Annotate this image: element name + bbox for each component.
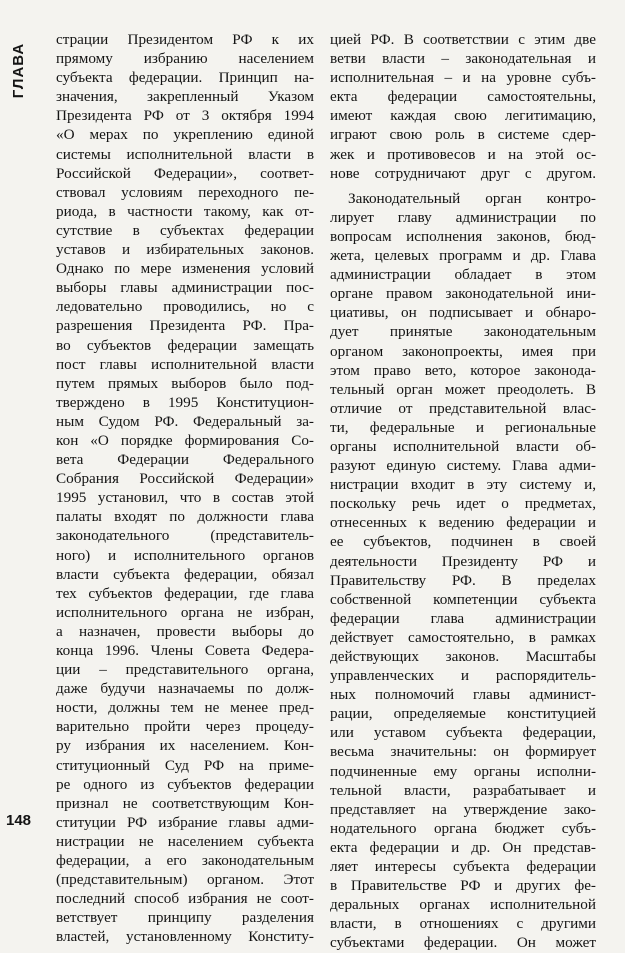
text-line: исполнительная – и на уровне субъ- xyxy=(330,69,596,87)
text-line: лирует главу администрации по xyxy=(330,208,596,226)
text-line: власти, в отношениях с другими xyxy=(330,915,596,933)
text-line: во субъектов федерации замещать xyxy=(56,336,314,354)
text-line: цией РФ. В соответствии с этим две xyxy=(330,31,596,48)
text-line: отличие от представительной влас- xyxy=(330,399,596,417)
text-line: даже будучи назначаемы по долж- xyxy=(56,680,314,698)
text-line: жек и противовесов и на этой ос- xyxy=(330,145,596,163)
text-line: тельный орган может преодолеть. В xyxy=(330,380,596,398)
text-line: весьма значительны: он формирует xyxy=(330,743,596,761)
text-line: действует самостоятельно, в рамках xyxy=(330,628,596,646)
text-line: нове сотрудничают друг с другом. xyxy=(330,164,596,182)
left-text-column xyxy=(56,30,314,947)
text-line: субъектами федерации. Он может xyxy=(330,934,596,952)
text-line: дует принятые законодательным xyxy=(330,323,596,341)
text-line: последний способ избрания не соот- xyxy=(56,890,314,908)
text-line: имеют каждая свою легитимацию, xyxy=(330,107,596,125)
text-line: Собрания Российской Федерации» xyxy=(56,470,314,488)
text-line: ституционный Суд РФ на приме- xyxy=(56,756,314,774)
text-line: страции Президентом РФ к их xyxy=(56,31,314,48)
text-line: а назначен, провести выборы до xyxy=(56,622,314,640)
text-line: уставов и избирательных законов. xyxy=(56,241,314,259)
text-line: тельной власти, разрабатывает и xyxy=(330,781,596,799)
text-line: вопросам исполнения законов, бюд- xyxy=(330,227,596,245)
chapter-label-text: ГЛАВА xyxy=(10,42,28,98)
text-line: органом законопроекты, имея при xyxy=(330,342,596,360)
paragraph-1 xyxy=(330,30,596,183)
text-line: этом право вето, которое законода- xyxy=(330,361,596,379)
text-line: органы исполнительной власти об- xyxy=(330,437,596,455)
text-line: Однако по мере изменения условий xyxy=(56,260,314,278)
text-line: ти, федеральные и региональные xyxy=(330,418,596,436)
text-line: риода, в частности такому, как от- xyxy=(56,202,314,220)
text-line: 1995 установил, что в состав этой xyxy=(56,489,314,507)
text-line: действующих законов. Масштабы xyxy=(330,648,596,665)
text-line: отнесенных к ведению федерации и xyxy=(330,514,596,532)
text-line: Российской Федерации», соответ- xyxy=(56,164,314,182)
text-line: управленческих и распорядитель- xyxy=(330,667,596,685)
text-line: ных полномочий главы админист- xyxy=(330,686,596,704)
text-line: ветствует принципу разделения xyxy=(56,909,314,927)
text-line: конца 1996. Члены Совета Федера- xyxy=(56,642,314,659)
text-line: екта федерации самостоятельны, xyxy=(330,88,596,106)
text-line: тверждено в 1995 Конституцион- xyxy=(56,393,314,411)
text-line: значения, закрепленный Указом xyxy=(56,88,314,106)
text-line: ствовал условиям переходного пе- xyxy=(56,183,314,201)
text-line: собственной компетенции субъекта xyxy=(330,590,596,608)
text-line: властей, установленному Конститу- xyxy=(56,928,314,946)
text-line: рации, определяемые конституцией xyxy=(330,705,596,723)
chapter-side-label xyxy=(5,30,33,110)
text-line: ре одного из субъектов федерации xyxy=(56,775,314,793)
text-line: ляет интересы субъекта федерации xyxy=(330,858,596,876)
text-line: ции – представительного органа, xyxy=(56,661,314,679)
text-line: власти субъекта федерации, обязал xyxy=(56,565,314,583)
text-line: поскольку речь идет о предметах, xyxy=(330,495,596,513)
text-line: «О мерах по укреплению единой xyxy=(56,126,314,144)
text-line: Президента РФ от 3 октября 1994 xyxy=(56,107,314,125)
text-line: циативы, он подписывает и обнаро- xyxy=(330,304,596,322)
text-line: ледовательно проводились, но с xyxy=(56,298,314,316)
text-line: администрации обладает в этом xyxy=(330,266,596,284)
text-line: вета Федерации Федерального xyxy=(56,451,314,469)
text-line: сутствие в субъектах федерации xyxy=(56,221,314,239)
text-line: органе правом законодательной ини- xyxy=(330,285,596,303)
text-line: деятельности Президенту РФ и xyxy=(330,552,596,570)
text-line: деральных органах исполнительной xyxy=(330,896,596,914)
text-line: палаты входят по должности глава xyxy=(56,508,314,526)
text-line: играют свою роль в системе сдер- xyxy=(330,126,596,144)
text-line: признал не соответствующим Кон- xyxy=(56,794,314,812)
text-line: путем прямых выборов было под- xyxy=(56,374,314,392)
text-line: ру избрания их населением. Кон- xyxy=(56,737,314,755)
text-line: варительно пройти через процеду- xyxy=(56,718,314,736)
text-line: жета, целевых программ и др. Глава xyxy=(330,247,596,265)
text-line: федерации глава администрации xyxy=(330,609,596,627)
text-line: ституции РФ избрание главы адми- xyxy=(56,813,314,831)
text-line: прямому избранию населением xyxy=(56,50,314,68)
text-line: ного) и исполнительного органов xyxy=(56,546,314,564)
right-text-column xyxy=(330,30,596,953)
text-line: Правительству РФ. В пределах xyxy=(330,571,596,589)
text-line: разрешения Президента РФ. Пра- xyxy=(56,317,314,335)
text-line: (представительным) органом. Этот xyxy=(56,871,314,889)
text-line: в Правительстве РФ и других фе- xyxy=(330,877,596,895)
text-line: Законодательный орган контро- xyxy=(348,189,596,207)
text-line: нодательного органа бюджет субъ- xyxy=(330,819,596,837)
text-line: подчиненные ему органы исполни- xyxy=(330,762,596,780)
page-number: 148 xyxy=(6,812,32,829)
text-line: или уставом субъекта федерации, xyxy=(330,724,596,742)
text-line: ным Судом РФ. Федеральный за- xyxy=(56,412,314,430)
text-line: ветви власти – законодательная и xyxy=(330,50,596,68)
text-line: екта федерации и др. Он представ- xyxy=(330,838,596,856)
text-line: исполнительного органа не избран, xyxy=(56,603,314,621)
text-line: пост главы исполнительной власти xyxy=(56,355,314,373)
text-line: нистрации входит в эту систему и, xyxy=(330,476,596,494)
text-line: ее субъектов, подчинен в своей xyxy=(330,533,596,551)
text-line: ности, должны тем не менее пред- xyxy=(56,699,314,717)
text-line: тех субъектов федерации, где глава xyxy=(56,584,314,602)
paragraph-2 xyxy=(330,189,596,953)
text-line: кон «О порядке формирования Со- xyxy=(56,431,314,449)
text-line: законодательного (представитель- xyxy=(56,527,314,545)
text-line: представляет на утверждение зако- xyxy=(330,800,596,818)
text-line: субъекта федерации. Принцип на- xyxy=(56,69,314,87)
text-line: разуют единую систему. Глава адми- xyxy=(330,457,596,475)
text-line: системы исполнительной власти в xyxy=(56,145,314,163)
text-line: выборы главы администрации пос- xyxy=(56,279,314,297)
text-line: федерации, а его законодательным xyxy=(56,852,314,870)
text-line: нистрации не населением субъекта xyxy=(56,832,314,850)
